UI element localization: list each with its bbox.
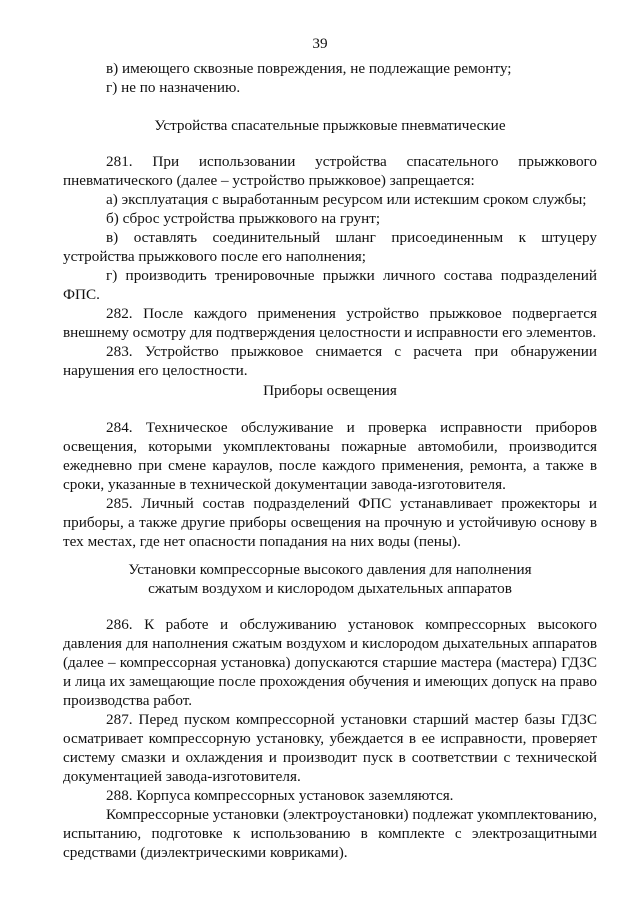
list-item: в) оставлять соединительный шланг присоединенным к штуцеру устройства прыжкового после его наполнения;: [63, 229, 597, 265]
section-body: [63, 152, 597, 380]
section-heading: [63, 381, 597, 400]
section-heading: [63, 116, 597, 135]
paragraph-281: 281. При использовании устройства спасательного прыжкового пневматического (далее – устройство прыжковое) запрещается:: [63, 153, 597, 189]
intro-block: [63, 59, 597, 97]
paragraph-284: 284. Техническое обслуживание и проверка исправности приборов освещения, которыми укомплектованы пожарные автомобили, производится ежедневно при смене караулов, после каждого применения, ремонта, а также в сроки, указанные в технической документации завода-изготовителя.: [63, 419, 597, 493]
section-body: [63, 615, 597, 862]
list-item: г) производить тренировочные прыжки личного состава подразделений ФПС.: [63, 267, 597, 303]
paragraph-286: 286. К работе и обслуживанию установок компрессорных высокого давления для наполнения сжатым воздухом и кислородом дыхательных аппаратов (далее – компрессорная установка) допускаются старшие мастера (мастера) ГДЗС и лица их замещающие после прохождения обучения и имеющих допуск на право производства работ.: [63, 616, 597, 709]
paragraph-283: 283. Устройство прыжковое снимается с расчета при обнаружении нарушения его целостности.: [63, 343, 597, 379]
section-heading-line: Установки компрессорные высокого давления для наполнения: [128, 561, 532, 578]
section-body: [63, 418, 597, 551]
list-item: б) сброс устройства прыжкового на грунт;: [106, 210, 381, 227]
paragraph-285: 285. Личный состав подразделений ФПС устанавливает прожекторы и приборы, а также другие приборы освещения на прочную и устойчивую основу в тех местах, где нет опасности попадания на них воды (пены).: [63, 495, 597, 550]
list-item: а) эксплуатация с выработанным ресурсом или истекшим сроком службы;: [106, 191, 587, 208]
section-heading-line: сжатым воздухом и кислородом дыхательных аппаратов: [148, 580, 512, 597]
paragraph-282: 282. После каждого применения устройство прыжковое подвергается внешнему осмотру для подтверждения целостности и исправности его элементов.: [63, 305, 597, 341]
page-number: 39: [312, 35, 328, 52]
paragraph: Компрессорные установки (электроустановки) подлежат укомплектованию, испытанию, подготовке к использованию в комплекте с электрозащитными средствами (диэлектрическими ковриками).: [63, 806, 597, 861]
paragraph-288: 288. Корпуса компрессорных установок заземляются.: [106, 787, 454, 804]
section-heading-line: Устройства спасательные прыжковые пневматические: [154, 117, 506, 134]
section-heading-line: Приборы освещения: [263, 382, 397, 399]
paragraph-287: 287. Перед пуском компрессорной установки старший мастер базы ГДЗС осматривает компрессорную установку, убеждается в ее исправности, проверяет систему смазки и охлаждения и производит пуск в соответствии с технической документацией завода-изготовителя.: [63, 711, 597, 785]
section-heading: [63, 560, 597, 598]
list-item: в) имеющего сквозные повреждения, не подлежащие ремонту;: [106, 60, 512, 77]
list-item: г) не по назначению.: [106, 79, 241, 96]
